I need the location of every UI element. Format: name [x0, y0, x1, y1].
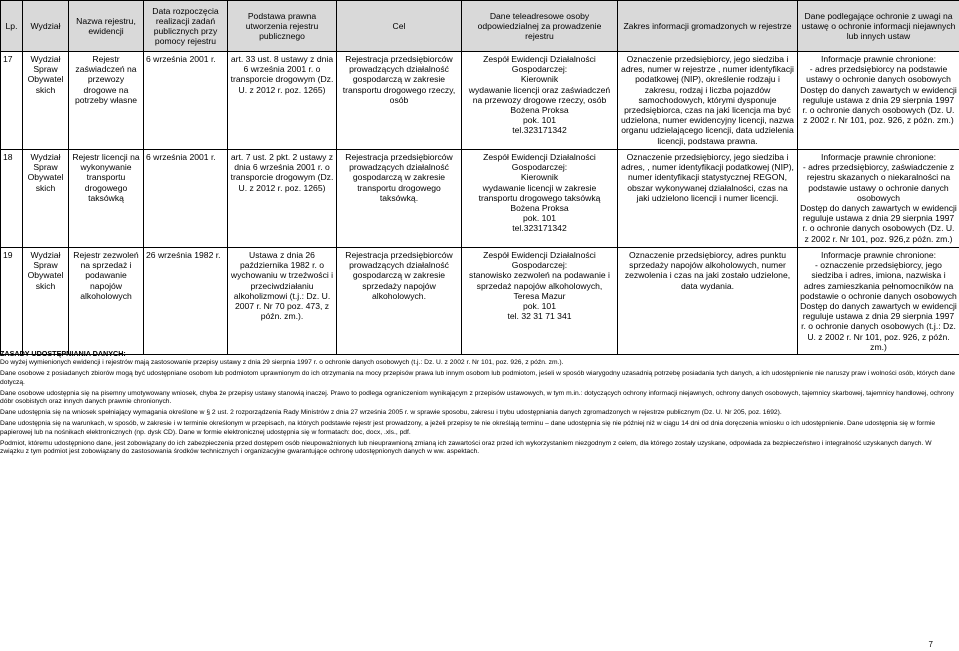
header-cel: Cel	[337, 1, 462, 52]
cell-nazwa: Rejestr licencji na wykonywanie transportu drogowego taksówką	[69, 150, 144, 248]
cell-data: 26 września 1982 r.	[144, 248, 228, 355]
cell-lp: 17	[1, 52, 23, 150]
dane-line: Teresa Mazur	[513, 290, 566, 301]
header-zakres: Zakres informacji gromadzonych w rejestrze	[618, 1, 798, 52]
dane-line: Zespół Ewidencji Działalności Gospodarczej:	[483, 54, 596, 75]
table-row	[1, 248, 959, 355]
dane-line: tel. 32 31 71 341	[507, 311, 572, 322]
ochrona-line: Dostęp do danych zawartych w ewidencji reguluje ustawa z dnia 29 sierpnia 1997 r. o ochronie danych osobowych (Dz. U. z 2002 r. Nr 101, poz. 926,z późn. zm.)	[800, 203, 957, 244]
header-dane: Dane teleadresowe osoby odpowiedzialnej za prowadzenie rejestru	[462, 1, 618, 52]
header-nazwa: Nazwa rejestru, ewidencji	[69, 1, 144, 52]
dane-line: pok. 101	[523, 301, 556, 312]
cell-lp: 19	[1, 248, 23, 355]
cell-nazwa: Rejestr zaświadczeń na przewozy drogowe na potrzeby własne	[69, 52, 144, 150]
cell-zakres: Oznaczenie przedsiębiorcy, jego siedziba i adres, numer w rejestrze , numer identyfikacji podatkowej (NIP), określenie rodzaju i zakresu, rodzaj i liczba pojazdów samochodowych, którymi dysponuje przedsiębiorca, czas na jaki licencja ma być udzielona, numer ewidencyjny licencji, nazwa organu udzielającego licencji, data udzielenia licencji, podstawa prawna.	[618, 52, 798, 150]
cell-wydzial: Wydział Spraw Obywatel skich	[23, 150, 69, 248]
cell-data: 6 września 2001 r.	[144, 150, 228, 248]
cell-ochrona	[798, 52, 959, 150]
dane-line: Bożena Proksa	[510, 203, 569, 214]
cell-nazwa: Rejestr zezwoleń na sprzedaż i podawanie napojów alkoholowych	[69, 248, 144, 355]
dane-line: tel.323171342	[512, 125, 567, 136]
dane-line: pok. 101	[523, 213, 556, 224]
ochrona-line: - adres przedsiębiorcy na podstawie ustawy o ochronie danych osobowych Dostęp do danych zawartych w ewidencji reguluje ustawa z dnia 29 sierpnia 1997 r. o ochronie danych osobowych (Dz. U. z 2002 r. Nr 101, poz. 926, z późn. zm.)	[800, 64, 957, 126]
cell-podstawa: art. 7 ust. 2 pkt. 2 ustawy z dnia 6 września 2001 r. o transporcie drogowym (Dz. U. z 2012 r. poz. 1265)	[228, 150, 337, 248]
cell-zakres: Oznaczenie przedsiębiorcy, adres punktu sprzedaży napojów alkoholowych, numer zezwolenia i czas na jaki zostało udzielone, data wydania.	[618, 248, 798, 355]
footer-paragraph: Dane udostępnia się na wniosek spełniający wymagania określone w § 2 ust. 2 rozporządzenia Rady Ministrów z dnia 27 września 2005 r. w sprawie sposobu, zakresu i trybu udostępniania danych zgromadzonych w rejestrze publicznym (Dz. U. Nr 205, poz. 1692).	[0, 409, 782, 417]
header-row	[1, 1, 959, 52]
header-ochrona: Dane podlegające ochronie z uwagi na ustawę o ochronie informacji niejawnych lub innych ustaw	[798, 1, 959, 52]
page-number: 7	[928, 640, 933, 649]
header-wydzial: Wydział	[23, 1, 69, 52]
footer-paragraph: Dane udostępnia się na warunkach, w sposób, w zakresie i w terminie określonym w przepisach, na których podstawie rejestr jest prowadzony, a jeżeli przepisy te nie określają terminu – dane udostępnia się nie później niż w ciągu 14 dni od dnia doręczenia wniosku o ich udostępnienie. Dane udostępnia się w formie papierowej lub na nośnikach elektronicznych (np. dysk CD). Dane w formie elektronicznej udostępnia się w formatach: doc, docx, .xls., pdf.	[0, 420, 936, 436]
cell-ochrona	[798, 150, 959, 248]
ochrona-line: Dostęp do danych zawartych w ewidencji reguluje ustawa z dnia 29 sierpnia 1997 r. o ochronie danych osobowych (t.j.: Dz. U. z 2002 r. Nr 101, poz. 926, z późn. zm.)	[800, 301, 957, 352]
cell-zakres: Oznaczenie przedsiębiorcy, jego siedziba i adres, , numer identyfikacji podatkowej (NIP), numer identyfikacji statystycznej REGON, obszar wykonywanej działalności, czas na jaki udzielono licencji i numer licencji.	[618, 150, 798, 248]
ochrona-line: Informacje prawnie chronione:	[820, 54, 937, 64]
cell-dane	[462, 248, 618, 355]
cell-cel: Rejestracja przedsiębiorców prowadzących działalność gospodarczą w zakresie transportu drogowego taksówką.	[337, 150, 462, 248]
dane-line: wydawanie licencji w zakresie transportu drogowego taksówką	[478, 182, 601, 203]
cell-ochrona	[798, 248, 959, 355]
footer-paragraph: Do wyżej wymienionych ewidencji i rejestrów mają zastosowanie przepisy ustawy z dnia 29 sierpnia 1997 r. o ochronie danych osobowych (t.j.: Dz. U. z 2002 r. Nr 101, poz. 926, z późn. zm.).	[0, 359, 564, 367]
table-row	[1, 52, 959, 150]
cell-cel: Rejestracja przedsiębiorców prowadzących działalność gospodarczą w zakresie sprzedaży napojów alkoholowych.	[337, 248, 462, 355]
header-data: Data rozpoczęcia realizacji zadań publicznych przy pomocy rejestru	[144, 1, 228, 52]
dane-line: Bożena Proksa	[510, 105, 569, 116]
dane-line: stanowisko zezwoleń na podawanie i sprzedaż napojów alkoholowych,	[469, 270, 610, 291]
ochrona-line: Informacje prawnie chronione:	[820, 250, 937, 260]
cell-podstawa: art. 33 ust. 8 ustawy z dnia 6 września 2001 r. o transporcie drogowym (Dz. U. z 2012 r. poz. 1265)	[228, 52, 337, 150]
footer-heading: ZASADY UDOSTĘPNIANIA DANYCH:	[0, 349, 126, 358]
cell-data: 6 września 2001 r.	[144, 52, 228, 150]
dane-line: pok. 101	[523, 115, 556, 126]
cell-dane	[462, 150, 618, 248]
cell-dane	[462, 52, 618, 150]
table-row	[1, 150, 959, 248]
ochrona-line: - oznaczenie przedsiębiorcy, jego siedziba i adres, imiona, nazwiska i adres zamieszkania pełnomocników na podstawie o ochronie danych osobowych	[800, 260, 957, 301]
cell-wydzial: Wydział Spraw Obywatel skich	[23, 248, 69, 355]
dane-line: tel.323171342	[512, 223, 567, 234]
footer-rules	[0, 350, 955, 459]
dane-line: wydawanie licencji oraz zaświadczeń na przewozy drogowe rzeczy, osób	[468, 84, 611, 105]
header-podstawa: Podstawa prawna utworzenia rejestru publicznego	[228, 1, 337, 52]
ochrona-line: Informacje prawnie chronione:	[820, 152, 937, 162]
dane-line: Zespół Ewidencji Działalności Gospodarczej:	[483, 152, 596, 173]
footer-paragraph: Dane osobowe udostępnia się na pisemny umotywowany wniosek, chyba że przepisy ustawy stanowią inaczej. Prawo to podlega ograniczeniom wynikającym z przepisów ustawowych, w tym m.in.: dotyczących ochrony informacji niejawnych, ochrony danych osobowych, tajemnicy skarbowej, tajemnicy handlowej, ochrony dóbr osobistych oraz innych danych prawnie chronionych.	[0, 389, 954, 406]
cell-podstawa: Ustawa z dnia 26 października 1982 r. o wychowaniu w trzeźwości i przeciwdziałaniu alkoholizmowi (t.j.: Dz. U. 2007 r. Nr 70 poz. 473, z późn. zm.).	[228, 248, 337, 355]
dane-line: Zespół Ewidencji Działalności Gospodarczej:	[483, 250, 596, 271]
ochrona-line: - adres przedsiębiorcy, zaświadczenie z rejestru skazanych o niekaralności na podstawie ustawy o ochronie danych osobowych	[802, 162, 955, 203]
cell-wydzial: Wydział Spraw Obywatel skich	[23, 52, 69, 150]
cell-lp: 18	[1, 150, 23, 248]
footer-paragraph: Dane osobowe z posiadanych zbiorów mogą być udostępniane osobom lub podmiotom uprawnionym do ich otrzymania na mocy przepisów prawa lub innym osobom lub podmiotom, jeśeli w sposób wiarygodny uzasadnią potrzebę posiadania tych danych, a ich udostępnienie nie naruszy praw i wolności osób, których dane dotyczą.	[0, 370, 955, 386]
cell-cel: Rejestracja przedsiębiorców prowadzących działalność gospodarczą w zakresie transportu drogowego rzeczy, osób	[337, 52, 462, 150]
dane-line: Kierownik	[520, 172, 559, 183]
dane-line: Kierownik	[520, 74, 559, 85]
footer-paragraph: Podmiot, któremu udostępniono dane, jest zobowiązany do ich zabezpieczenia przed dostępem osób nieupoważnionych lub nieuprawnioną zmianą ich zawartości oraz przed ich wykorzystaniem niezgodnym z celem, dla którego zostały uzyskane, odpowiada za bezpieczeństwo i integralność uzyskanych danych. W związku z tym podmiot jest zobowiązany do zastosowania środków technicznych i organizacyjne gwarantujące ochronę udostępnionych danych w ww. aspektach.	[0, 439, 932, 456]
header-lp: Lp.	[1, 1, 23, 52]
